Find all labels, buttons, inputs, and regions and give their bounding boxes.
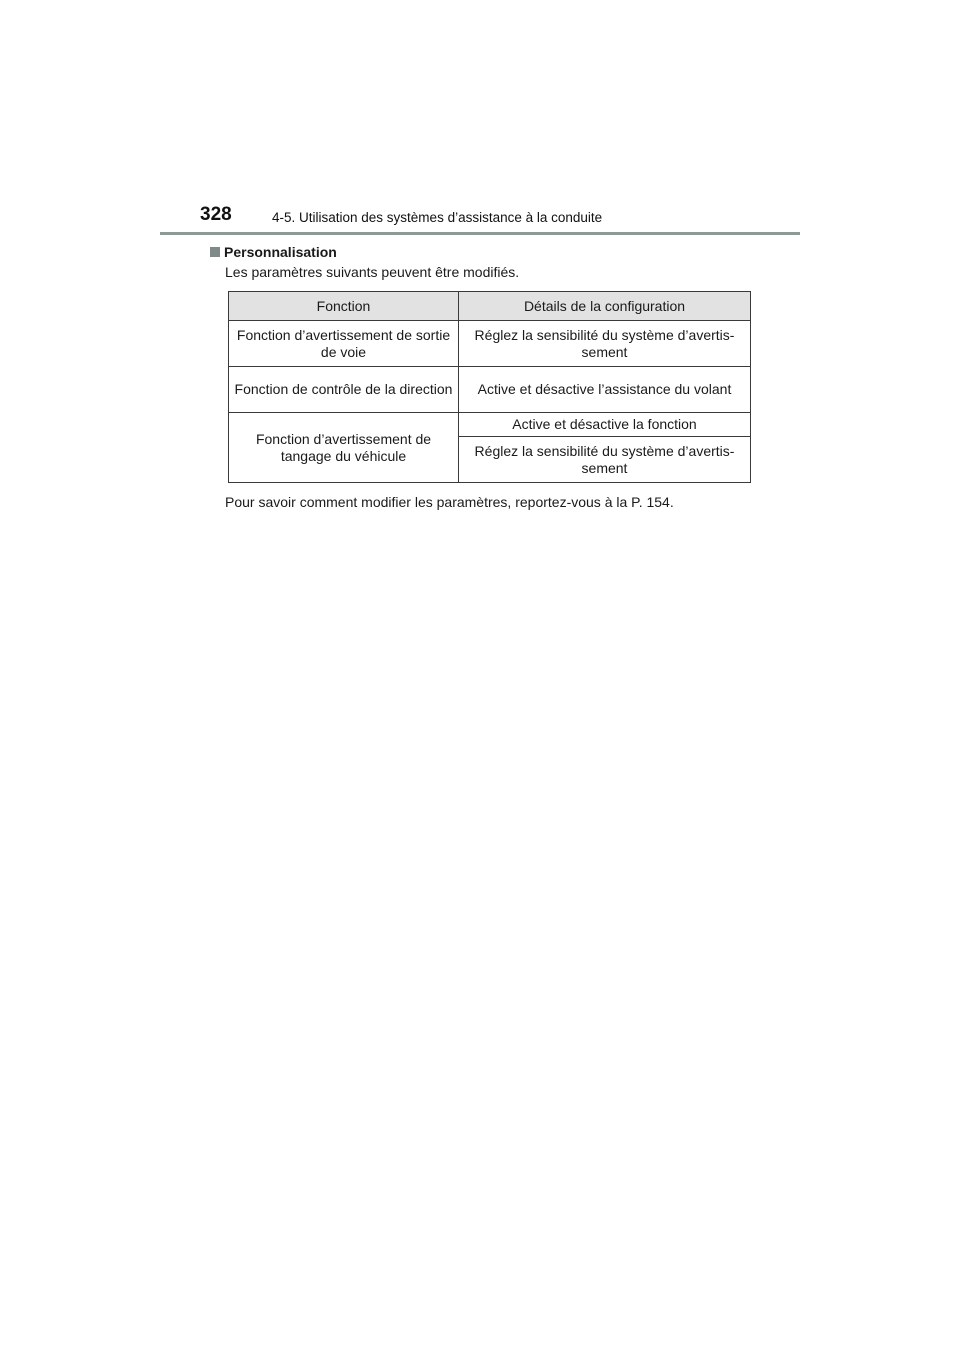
page-header [160,200,800,236]
column-header-details: Détails de la configuration [459,292,751,321]
square-bullet-icon [210,247,220,257]
table-row [229,367,751,413]
function-cell: Fonction d’avertissement de sortie de voie [229,321,459,367]
function-cell: Fonction d’avertissement de tangage du véhicule [229,413,459,483]
settings-table [228,291,751,483]
details-cell: Réglez la sensibilité du système d’avertis-sement [459,437,751,483]
page-number: 328 [200,204,232,225]
table-header-row [229,292,751,321]
function-cell: Fonction de contrôle de la direction [229,367,459,413]
subheading-title: Personnalisation [224,244,337,260]
section-title: 4-5. Utilisation des systèmes d’assistance à la conduite [272,210,603,225]
subheading [210,244,337,260]
footer-note: Pour savoir comment modifier les paramètres, reportez-vous à la P. 154. [225,494,674,510]
intro-text: Les paramètres suivants peuvent être modifiés. [225,264,520,280]
table-row [229,413,751,437]
details-cell: Active et désactive l’assistance du volant [459,367,751,413]
details-cell: Réglez la sensibilité du système d’avertis-sement [459,321,751,367]
column-header-function: Fonction [229,292,459,321]
table-row [229,321,751,367]
details-cell: Active et désactive la fonction [459,413,751,437]
header-rule [160,232,800,235]
